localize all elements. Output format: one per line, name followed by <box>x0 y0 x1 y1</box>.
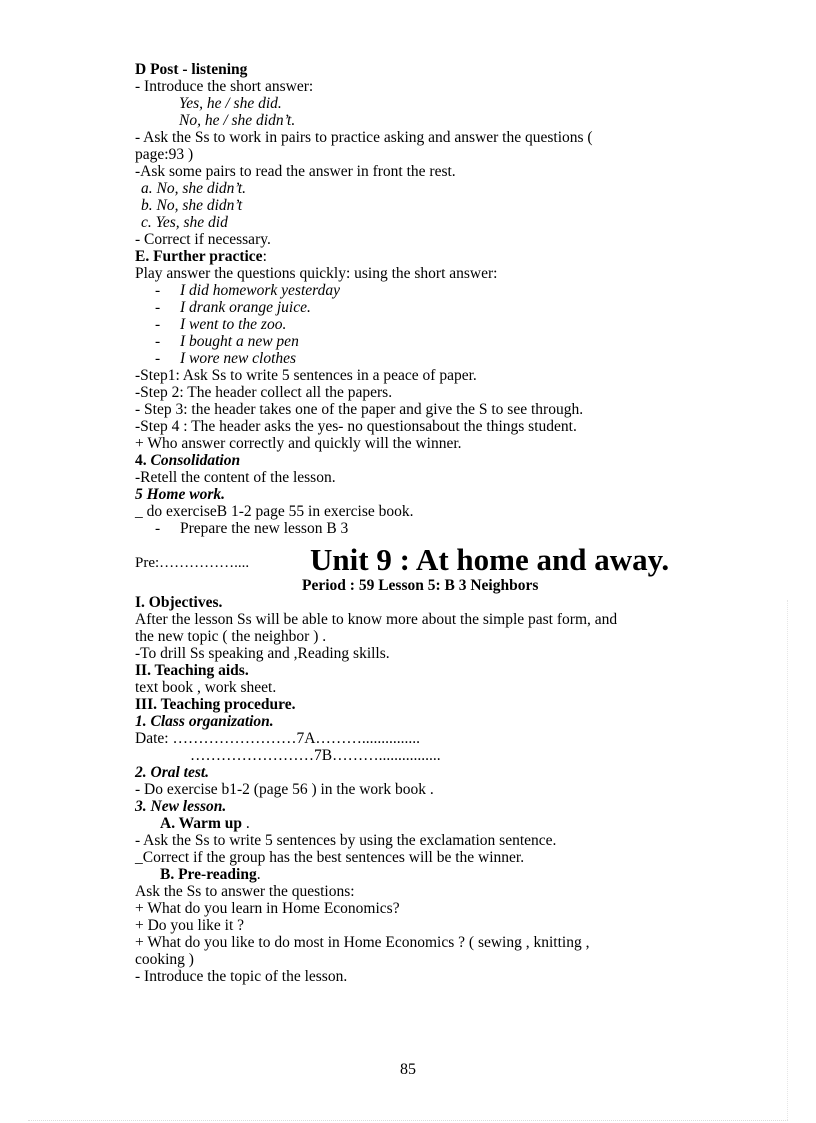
section-heading: Consolidation <box>150 452 241 469</box>
question-line: + Do you like it ? <box>135 917 245 934</box>
text-line: Ask the Ss to answer the questions: <box>135 883 355 900</box>
text-line: -Step1: Ask Ss to write 5 sentences in a peace of paper. <box>135 367 477 384</box>
text-line: - Ask the Ss to work in pairs to practice asking and answer the questions ( <box>135 129 593 146</box>
list-item <box>135 299 740 316</box>
answer-example: Yes, he / she did. <box>179 95 282 112</box>
section-heading: E. Further practice <box>135 248 263 265</box>
dash-icon: - <box>155 282 161 299</box>
list-item <box>135 520 740 537</box>
text-line: - Introduce the topic of the lesson. <box>135 968 348 985</box>
section-number: 4. <box>135 452 151 469</box>
pre-date-field: Pre:…………….... <box>135 555 250 571</box>
text-line: Play answer the questions quickly: using the short answer: <box>135 265 498 282</box>
text-line: _Correct if the group has the best sentences will be the winner. <box>135 849 525 866</box>
text-line: -Step 2: The header collect all the papers. <box>135 384 393 401</box>
unit-title: Unit 9 : At home and away. <box>310 542 670 577</box>
text-line: -Step 4 : The header asks the yes- no questionsabout the things student. <box>135 418 577 435</box>
subsection-heading: 3. New lesson. <box>135 798 227 815</box>
question-line: + What do you learn in Home Economics? <box>135 900 400 917</box>
list-item-text: I wore new clothes <box>180 350 297 367</box>
text-line: _ do exerciseB 1-2 page 55 in exercise book. <box>135 503 414 520</box>
stage-heading-dot: . <box>256 866 261 883</box>
text-line: text book , work sheet. <box>135 679 277 696</box>
subsection-heading: 2. Oral test. <box>135 764 210 781</box>
page-number: 85 <box>400 1061 416 1078</box>
text-line: -Ask some pairs to read the answer in front the rest. <box>135 163 456 180</box>
dash-icon: - <box>155 350 161 367</box>
text-line: page:93 ) <box>135 146 194 163</box>
lesson-header <box>135 543 740 577</box>
list-item <box>135 333 740 350</box>
stage-heading: A. Warm up <box>160 815 242 832</box>
stage-heading-row <box>135 866 740 883</box>
date-line: Date: ……………………7A………............... <box>135 730 421 747</box>
section-heading-row <box>135 248 740 265</box>
stage-heading-dot: . <box>241 815 250 832</box>
dash-icon: - <box>155 316 161 333</box>
list-item <box>135 282 740 299</box>
section-heading: II. Teaching aids. <box>135 662 249 679</box>
text-line: - Do exercise b1-2 (page 56 ) in the work book . <box>135 781 434 798</box>
answer-item: b. No, she didn’t <box>141 197 243 214</box>
dash-icon: - <box>155 520 161 537</box>
text-line: + Who answer correctly and quickly will the winner. <box>135 435 462 452</box>
dash-icon: - <box>155 333 161 350</box>
text-line: - Step 3: the header takes one of the paper and give the S to see through. <box>135 401 584 418</box>
section-heading: 5 Home work. <box>135 486 225 503</box>
list-item-text: I did homework yesterday <box>180 282 340 299</box>
question-line: + What do you like to do most in Home Economics ? ( sewing , knitting , <box>135 934 590 951</box>
section-heading: III. Teaching procedure. <box>135 696 296 713</box>
text-line: - Correct if necessary. <box>135 231 271 248</box>
document-body <box>135 61 740 985</box>
text-line: -To drill Ss speaking and ,Reading skills. <box>135 645 390 662</box>
section-heading: D Post - listening <box>135 61 248 78</box>
answer-item: c. Yes, she did <box>141 214 228 231</box>
text-line: After the lesson Ss will be able to know more about the simple past form, and <box>135 611 618 628</box>
period-subtitle: Period : 59 Lesson 5: B 3 Neighbors <box>302 577 539 594</box>
list-item <box>135 316 740 333</box>
subsection-heading: 1. Class organization. <box>135 713 274 730</box>
dash-icon: - <box>155 299 161 316</box>
text-line: - Introduce the short answer: <box>135 78 314 95</box>
answer-item: a. No, she didn’t. <box>141 180 247 197</box>
heading-colon: : <box>262 248 267 265</box>
text-line: the new topic ( the neighbor ) . <box>135 628 327 645</box>
margin-divider <box>787 600 788 1120</box>
footer-divider <box>28 1120 788 1121</box>
stage-heading: B. Pre-reading <box>160 866 257 883</box>
text-line: -Retell the content of the lesson. <box>135 469 336 486</box>
section-heading: I. Objectives. <box>135 594 223 611</box>
list-item <box>135 350 740 367</box>
list-item-text: I bought a new pen <box>180 333 299 350</box>
stage-heading-row <box>135 815 740 832</box>
section-heading-row <box>135 452 740 469</box>
list-item-text: Prepare the new lesson B 3 <box>180 520 349 537</box>
list-item-text: I drank orange juice. <box>180 299 311 316</box>
question-line: cooking ) <box>135 951 194 968</box>
answer-example: No, he / she didn’t. <box>179 112 296 129</box>
text-line: - Ask the Ss to write 5 sentences by using the exclamation sentence. <box>135 832 557 849</box>
date-line: ……………………7B………................ <box>190 747 441 764</box>
list-item-text: I went to the zoo. <box>180 316 287 333</box>
